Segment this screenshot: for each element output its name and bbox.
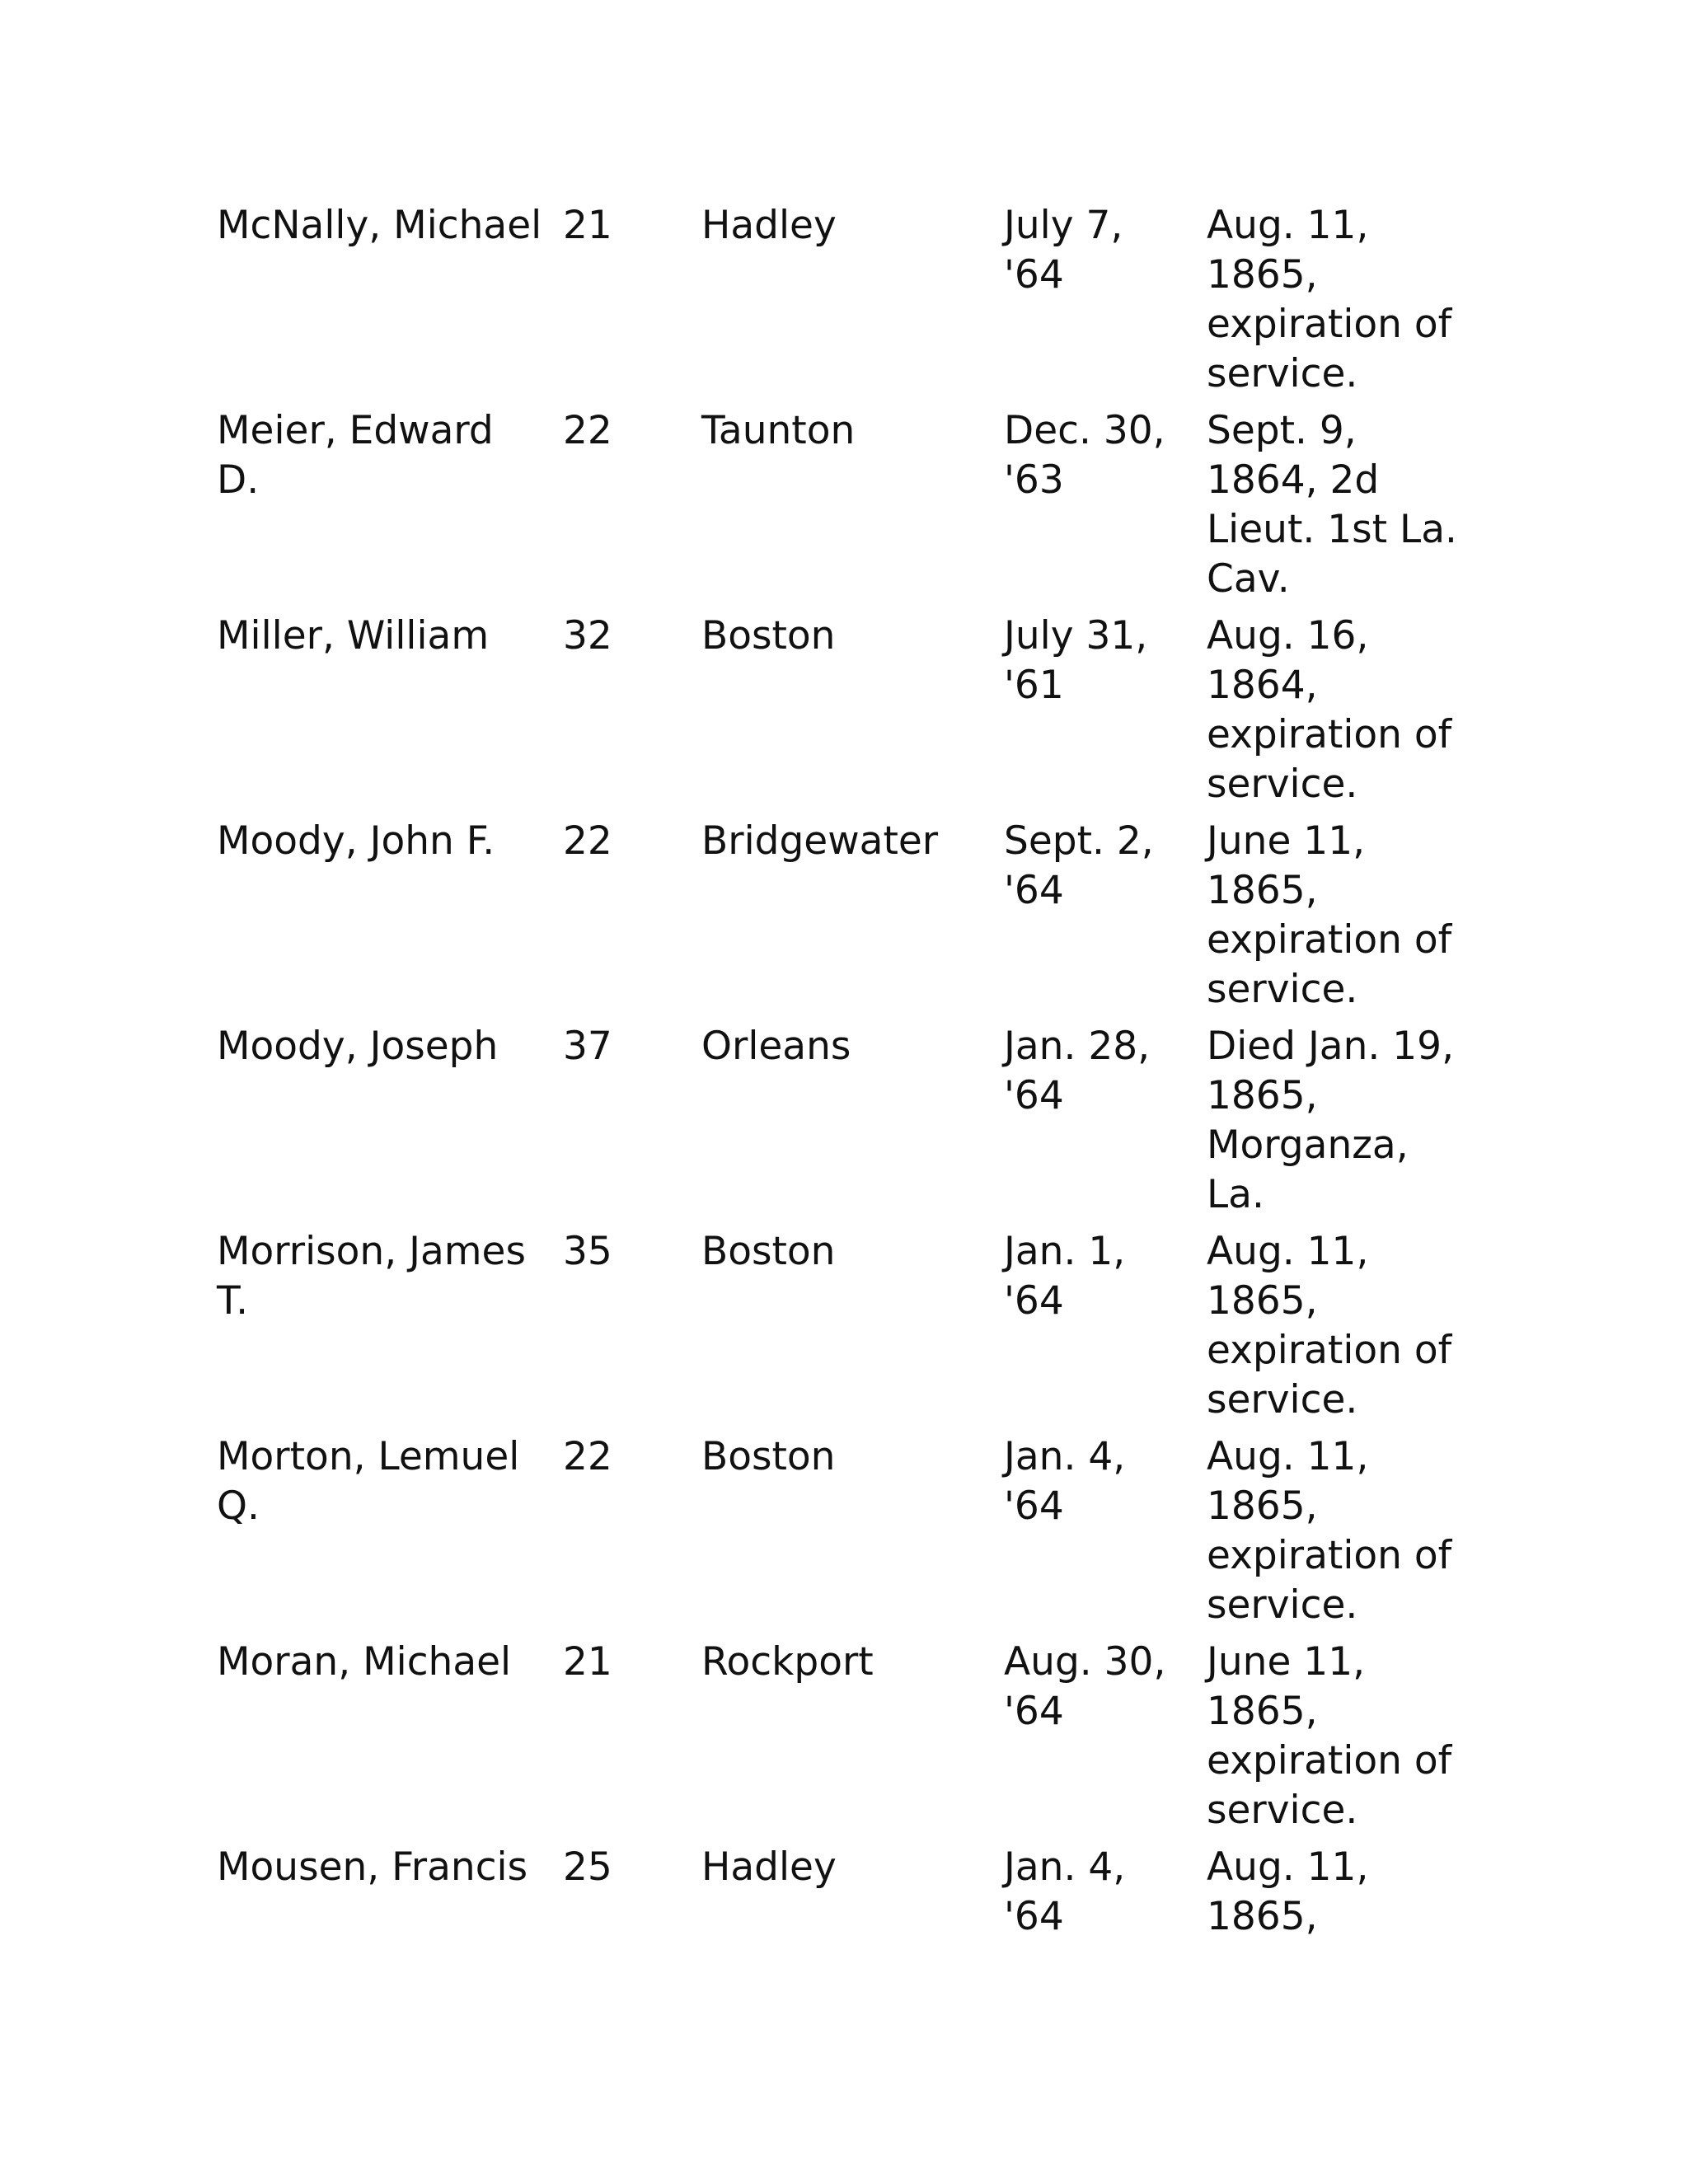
date-cell: Dec. 30, '63	[1004, 408, 1165, 503]
table-row	[217, 1843, 1470, 1950]
residence-cell: Hadley	[701, 203, 837, 248]
date-cell: Jan. 1, '64	[1004, 1229, 1126, 1324]
name-cell: McNally, Michael	[217, 203, 542, 248]
date-cell: July 31, '61	[1004, 613, 1148, 708]
table-row	[217, 201, 1470, 406]
date-cell: July 7, '64	[1004, 203, 1123, 298]
age-cell: 22	[563, 1434, 612, 1479]
termination-cell: Aug. 11, 1865,	[1207, 1844, 1369, 1939]
termination-cell: Died Jan. 19, 1865, Morganza, La.	[1207, 1024, 1455, 1217]
residence-cell: Hadley	[701, 1844, 837, 1890]
name-cell: Meier, Edward D.	[217, 408, 494, 503]
roster-table	[217, 201, 1470, 1950]
table-row	[217, 1227, 1470, 1432]
date-cell: Jan. 28, '64	[1004, 1024, 1151, 1118]
name-cell: Moody, John F.	[217, 818, 495, 864]
residence-cell: Boston	[701, 613, 836, 658]
table-row	[217, 817, 1470, 1022]
age-cell: 21	[563, 1639, 612, 1685]
residence-cell: Boston	[701, 1434, 836, 1479]
date-cell: Jan. 4, '64	[1004, 1434, 1126, 1529]
residence-cell: Taunton	[701, 408, 856, 453]
name-cell: Mousen, Francis	[217, 1844, 528, 1890]
table-row	[217, 406, 1470, 612]
residence-cell: Orleans	[701, 1024, 851, 1069]
name-cell: Miller, William	[217, 613, 490, 658]
date-cell: Aug. 30, '64	[1004, 1639, 1166, 1734]
termination-cell: Aug. 11, 1865, expiration of service.	[1207, 203, 1452, 396]
termination-cell: Sept. 9, 1864, 2d Lieut. 1st La. Cav.	[1207, 408, 1457, 602]
age-cell: 21	[563, 203, 612, 248]
name-cell: Moody, Joseph	[217, 1024, 499, 1069]
age-cell: 37	[563, 1024, 612, 1069]
residence-cell: Bridgewater	[701, 818, 939, 864]
date-cell: Jan. 4, '64	[1004, 1844, 1126, 1939]
termination-cell: Aug. 11, 1865, expiration of service.	[1207, 1229, 1452, 1422]
name-cell: Morton, Lemuel Q.	[217, 1434, 520, 1529]
table-row	[217, 1022, 1470, 1227]
name-cell: Morrison, James T.	[217, 1229, 526, 1324]
residence-cell: Boston	[701, 1229, 836, 1274]
name-cell: Moran, Michael	[217, 1639, 512, 1685]
table-row	[217, 612, 1470, 817]
table-row	[217, 1638, 1470, 1843]
termination-cell: Aug. 11, 1865, expiration of service.	[1207, 1434, 1452, 1628]
age-cell: 32	[563, 613, 612, 658]
termination-cell: June 11, 1865, expiration of service.	[1207, 818, 1452, 1012]
age-cell: 22	[563, 408, 612, 453]
table-row	[217, 1432, 1470, 1638]
termination-cell: June 11, 1865, expiration of service.	[1207, 1639, 1452, 1833]
age-cell: 25	[563, 1844, 612, 1890]
residence-cell: Rockport	[701, 1639, 874, 1685]
age-cell: 22	[563, 818, 612, 864]
termination-cell: Aug. 16, 1864, expiration of service.	[1207, 613, 1452, 807]
date-cell: Sept. 2, '64	[1004, 818, 1154, 913]
age-cell: 35	[563, 1229, 612, 1274]
